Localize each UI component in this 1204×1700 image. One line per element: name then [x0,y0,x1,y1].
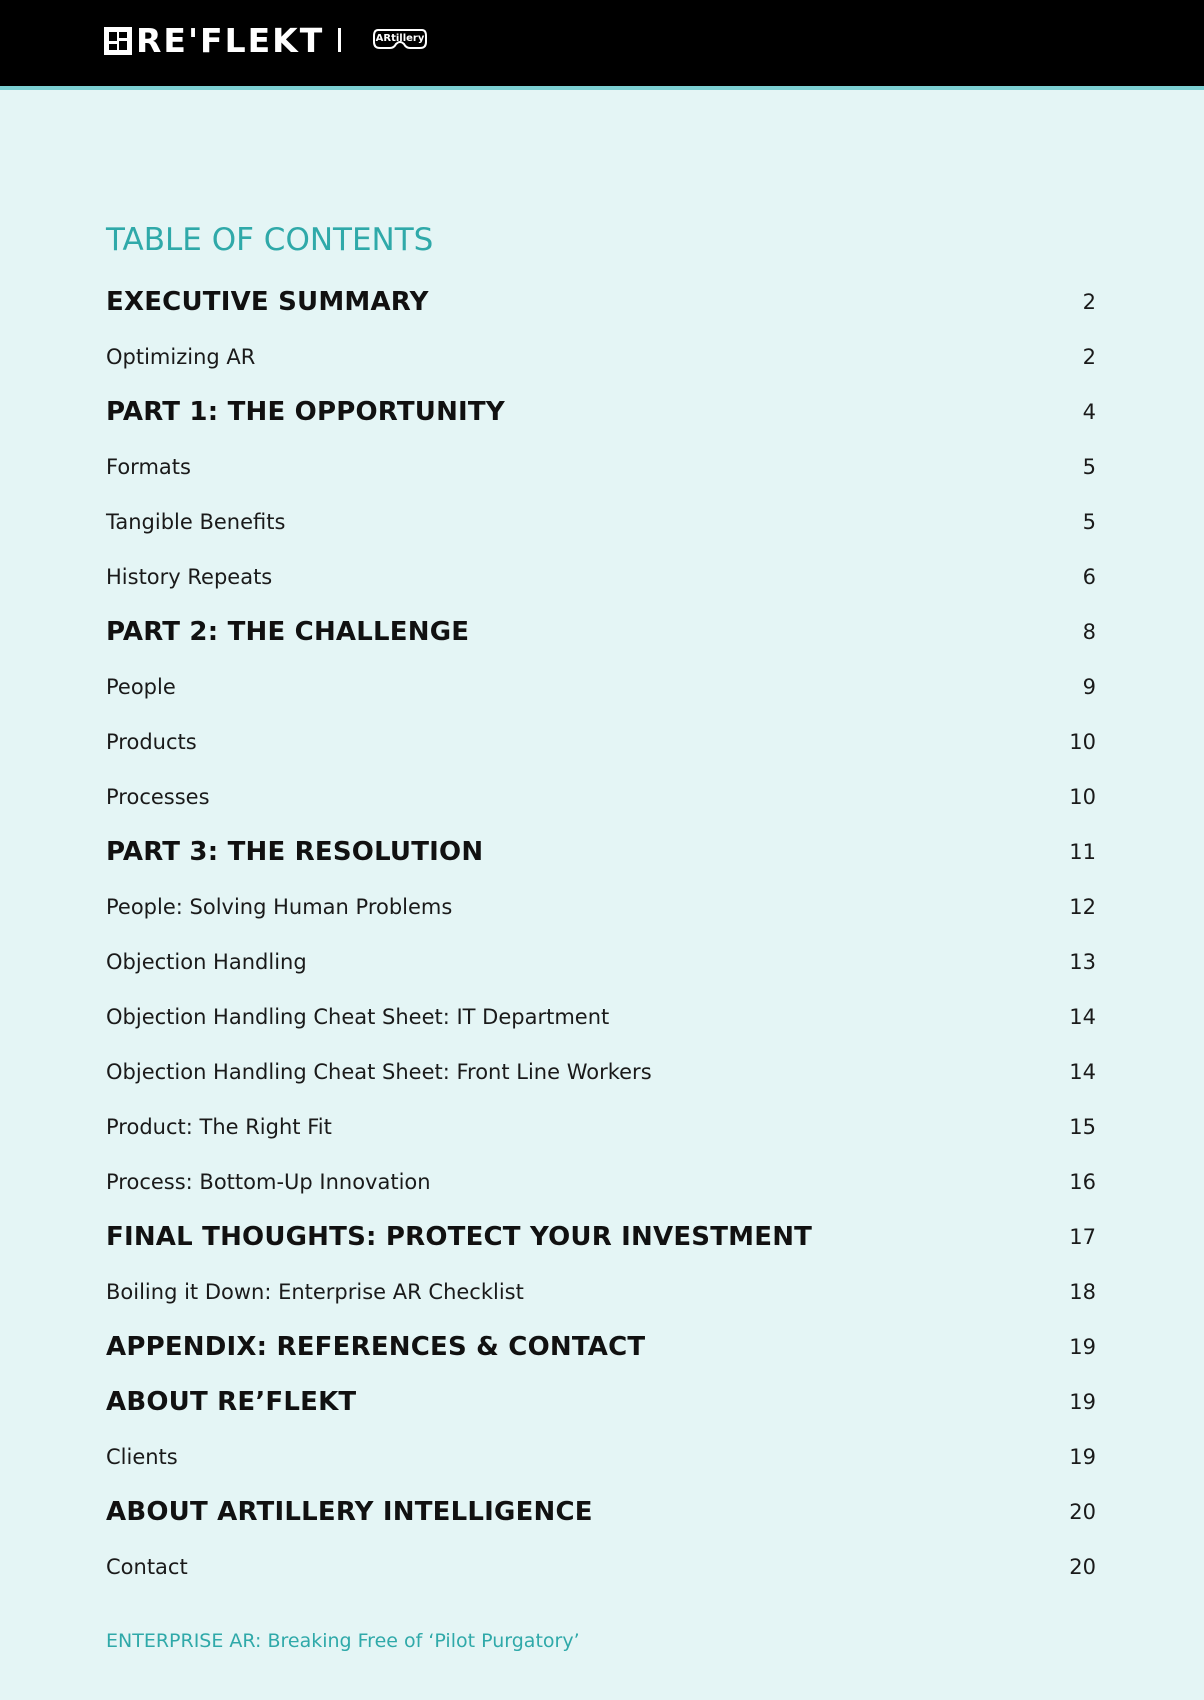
toc-entry-label: APPENDIX: REFERENCES & CONTACT [106,1331,646,1362]
header-bar [0,0,1204,90]
reflekt-logo [104,22,324,60]
toc-subsection-entry[interactable] [106,549,1096,604]
toc-entry-label: Formats [106,454,191,479]
toc-subsection-entry[interactable] [106,1044,1096,1099]
toc-entry-page-number: 5 [1082,454,1096,479]
toc-entry-label: Objection Handling [106,949,307,974]
toc-entry-page-number: 15 [1069,1114,1096,1139]
toc-entry-label: Clients [106,1444,178,1469]
toc-entry-label: Objection Handling Cheat Sheet: IT Department [106,1004,610,1029]
toc-entry-label: Process: Bottom-Up Innovation [106,1169,431,1194]
toc-subsection-entry[interactable] [106,879,1096,934]
toc-entry-page-number: 19 [1069,1334,1096,1359]
toc-entry-page-number: 2 [1082,289,1096,314]
toc-entry-page-number: 20 [1069,1499,1096,1524]
toc-section-entry[interactable] [106,1374,1096,1429]
toc-entry-page-number: 8 [1082,619,1096,644]
toc-section-entry[interactable] [106,1209,1096,1264]
toc-entry-label: PART 1: THE OPPORTUNITY [106,396,505,427]
toc-section-entry[interactable] [106,824,1096,879]
toc-section-entry[interactable] [106,1484,1096,1539]
toc-entry-page-number: 2 [1082,344,1096,369]
toc-entry-label: Contact [106,1554,188,1579]
toc-section-entry[interactable] [106,1319,1096,1374]
reflekt-mark-icon [104,27,132,55]
toc-entry-label: Boiling it Down: Enterprise AR Checklist [106,1279,524,1304]
toc-entry-page-number: 5 [1082,509,1096,534]
toc-entry-label: Tangible Benefits [106,509,286,534]
toc-title: TABLE OF CONTENTS [106,222,434,258]
toc-subsection-entry[interactable] [106,329,1096,384]
toc-entry-label: FINAL THOUGHTS: PROTECT YOUR INVESTMENT [106,1221,813,1252]
toc-entry-page-number: 14 [1069,1004,1096,1029]
toc-entry-label: Products [106,729,197,754]
toc-subsection-entry[interactable] [106,659,1096,714]
toc-subsection-entry[interactable] [106,1429,1096,1484]
toc-entry-label: PART 2: THE CHALLENGE [106,616,470,647]
toc-entry-page-number: 19 [1069,1389,1096,1414]
toc-entry-label: PART 3: THE RESOLUTION [106,836,484,867]
toc-entry-label: People: Solving Human Problems [106,894,453,919]
toc-subsection-entry[interactable] [106,1539,1096,1594]
toc-entry-page-number: 4 [1082,399,1096,424]
brand-name: RE'FLEKT [136,21,325,60]
toc-entry-page-number: 13 [1069,949,1096,974]
toc-entry-label: ABOUT RE’FLEKT [106,1386,357,1417]
artillery-badge-label: ARtillery [375,33,425,44]
toc-subsection-entry[interactable] [106,934,1096,989]
toc-entry-label: EXECUTIVE SUMMARY [106,286,429,317]
toc-subsection-entry[interactable] [106,989,1096,1044]
document-footer: ENTERPRISE AR: Breaking Free of ‘Pilot Purgatory’ [106,1630,580,1652]
toc-entry-label: ABOUT ARTILLERY INTELLIGENCE [106,1496,593,1527]
toc-entry-page-number: 19 [1069,1444,1096,1469]
toc-entry-page-number: 18 [1069,1279,1096,1304]
toc-entry-page-number: 17 [1069,1224,1096,1249]
toc-entry-label: Processes [106,784,210,809]
toc-entry-page-number: 10 [1069,784,1096,809]
toc-entry-label: Optimizing AR [106,344,256,369]
toc-entry-page-number: 16 [1069,1169,1096,1194]
toc-subsection-entry[interactable] [106,494,1096,549]
toc-list [106,274,1096,1594]
toc-entry-page-number: 20 [1069,1554,1096,1579]
toc-entry-page-number: 11 [1069,839,1096,864]
toc-subsection-entry[interactable] [106,1099,1096,1154]
toc-entry-page-number: 9 [1082,674,1096,699]
logo-divider [338,28,341,52]
toc-entry-label: People [106,674,176,699]
toc-section-entry[interactable] [106,384,1096,439]
toc-entry-page-number: 12 [1069,894,1096,919]
artillery-badge [372,26,428,52]
toc-entry-page-number: 6 [1082,564,1096,589]
toc-subsection-entry[interactable] [106,714,1096,769]
toc-entry-label: Product: The Right Fit [106,1114,332,1139]
toc-subsection-entry[interactable] [106,1264,1096,1319]
toc-section-entry[interactable] [106,274,1096,329]
toc-subsection-entry[interactable] [106,1154,1096,1209]
toc-entry-label: Objection Handling Cheat Sheet: Front Line Workers [106,1059,652,1084]
toc-section-entry[interactable] [106,604,1096,659]
toc-entry-label: History Repeats [106,564,273,589]
toc-entry-page-number: 14 [1069,1059,1096,1084]
toc-subsection-entry[interactable] [106,439,1096,494]
toc-entry-page-number: 10 [1069,729,1096,754]
toc-subsection-entry[interactable] [106,769,1096,824]
